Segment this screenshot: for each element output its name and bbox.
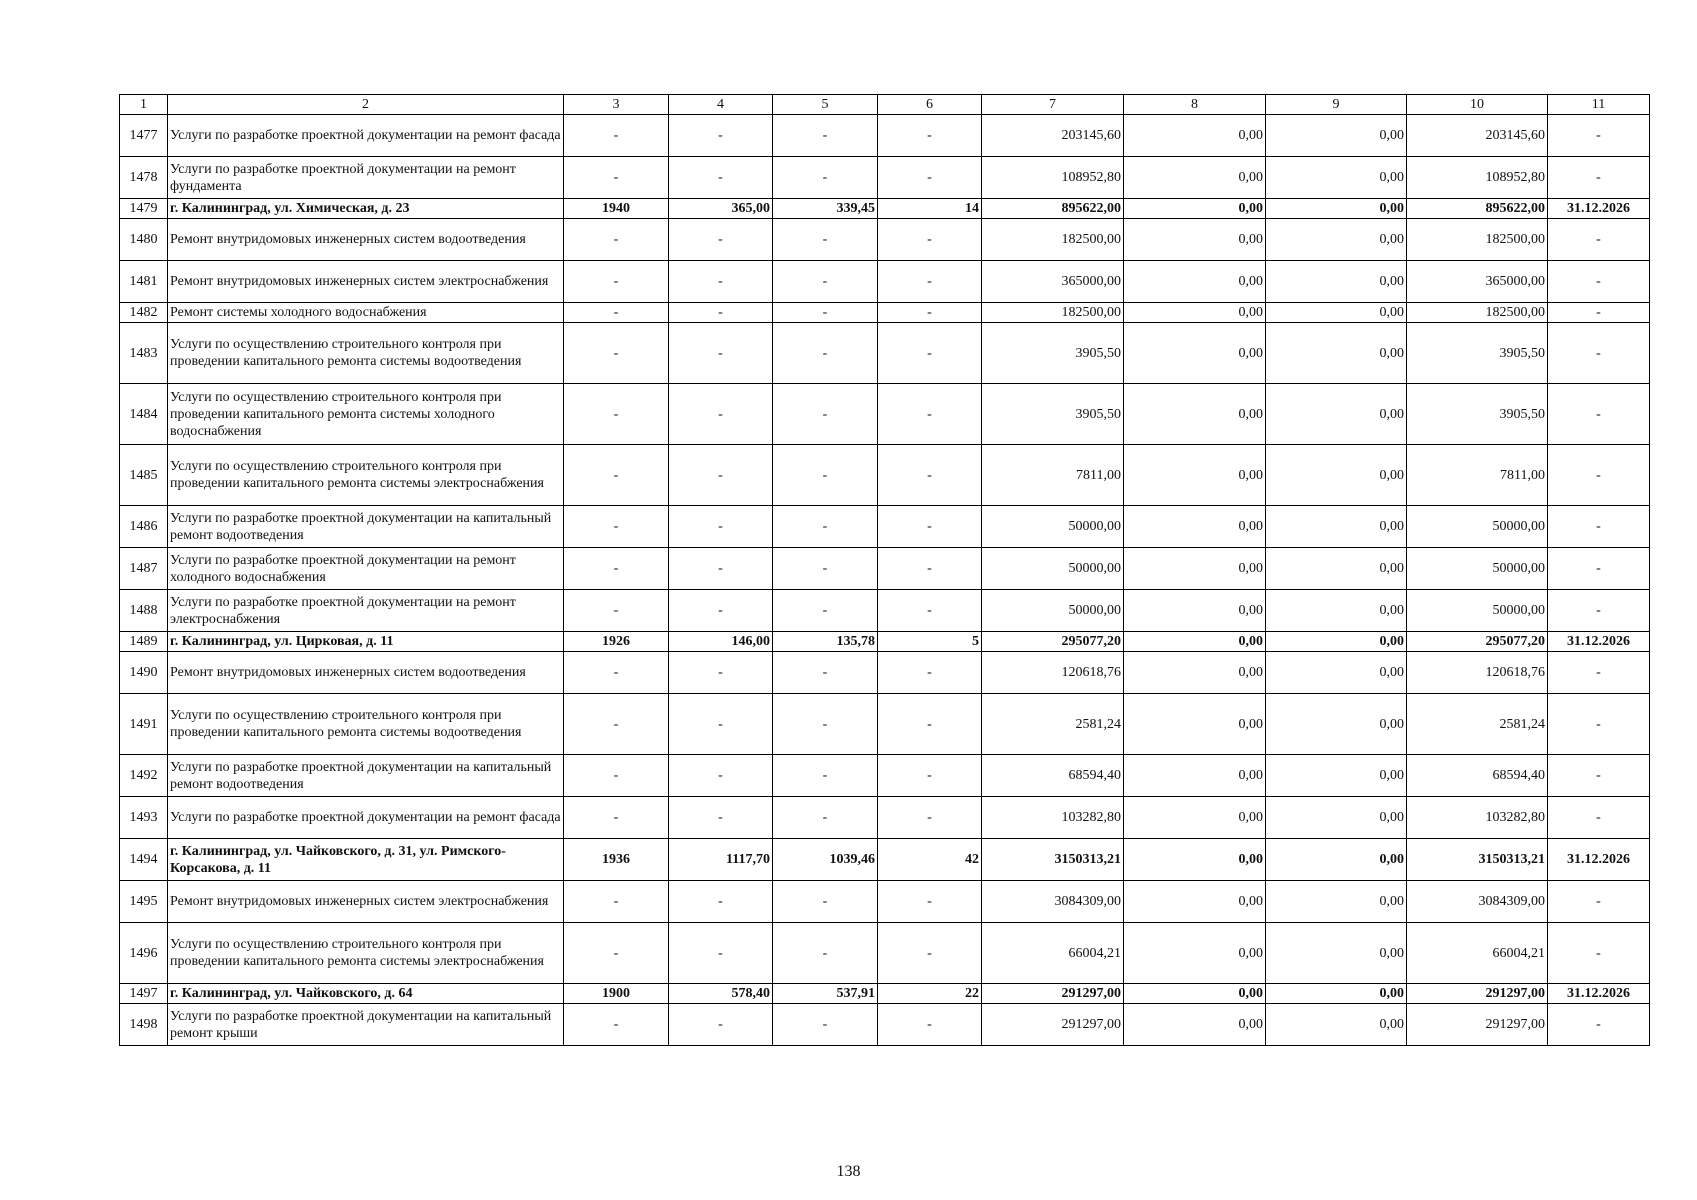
col5-cell: - [773,797,878,839]
col11-cell: - [1548,652,1650,694]
row-number: 1493 [120,797,168,839]
col6-cell: - [878,261,982,303]
col6-cell: - [878,694,982,755]
col4-cell: - [669,157,773,199]
row-number: 1498 [120,1004,168,1046]
col8-cell: 0,00 [1124,694,1266,755]
item-name: г. Калининград, ул. Чайковского, д. 31, ул. Римского-Корсакова, д. 11 [168,839,564,881]
col9-cell: 0,00 [1266,548,1407,590]
col4-cell: - [669,384,773,445]
work-row [120,261,1650,303]
col6-cell: - [878,1004,982,1046]
col9-cell: 0,00 [1266,797,1407,839]
col8-cell: 0,00 [1124,219,1266,261]
col3-cell: - [564,115,669,157]
col10-cell: 68594,40 [1407,755,1548,797]
col5-cell: - [773,157,878,199]
col9-cell: 0,00 [1266,323,1407,384]
work-row [120,219,1650,261]
col3-cell: 1926 [564,632,669,652]
col9-cell: 0,00 [1266,303,1407,323]
column-number: 3 [564,95,669,115]
col6-cell: - [878,590,982,632]
col3-cell: - [564,652,669,694]
column-number: 4 [669,95,773,115]
work-row [120,923,1650,984]
col10-cell: 50000,00 [1407,548,1548,590]
col9-cell: 0,00 [1266,839,1407,881]
col5-cell: - [773,115,878,157]
col9-cell: 0,00 [1266,632,1407,652]
col7-cell: 50000,00 [982,590,1124,632]
col8-cell: 0,00 [1124,384,1266,445]
col8-cell: 0,00 [1124,261,1266,303]
col3-cell: - [564,157,669,199]
col7-cell: 7811,00 [982,445,1124,506]
col6-cell: - [878,923,982,984]
col10-cell: 182500,00 [1407,303,1548,323]
col11-cell: - [1548,694,1650,755]
col8-cell: 0,00 [1124,445,1266,506]
row-number: 1484 [120,384,168,445]
col9-cell: 0,00 [1266,755,1407,797]
col5-cell: - [773,261,878,303]
col8-cell: 0,00 [1124,652,1266,694]
col3-cell: - [564,881,669,923]
col6-cell: - [878,652,982,694]
col6-cell: - [878,323,982,384]
col3-cell: - [564,923,669,984]
col6-cell: - [878,445,982,506]
col8-cell: 0,00 [1124,839,1266,881]
col10-cell: 66004,21 [1407,923,1548,984]
col4-cell: - [669,797,773,839]
col3-cell: - [564,1004,669,1046]
col10-cell: 120618,76 [1407,652,1548,694]
address-row [120,984,1650,1004]
col5-cell: - [773,881,878,923]
work-row [120,652,1650,694]
col3-cell: - [564,261,669,303]
work-row [120,303,1650,323]
col4-cell: - [669,303,773,323]
row-number: 1480 [120,219,168,261]
row-number: 1494 [120,839,168,881]
col7-cell: 68594,40 [982,755,1124,797]
row-number: 1487 [120,548,168,590]
col11-cell: 31.12.2026 [1548,632,1650,652]
address-row [120,839,1650,881]
col10-cell: 108952,80 [1407,157,1548,199]
col3-cell: 1900 [564,984,669,1004]
col3-cell: - [564,797,669,839]
col5-cell: 135,78 [773,632,878,652]
row-number: 1485 [120,445,168,506]
col5-cell: 537,91 [773,984,878,1004]
col6-cell: - [878,157,982,199]
col10-cell: 3150313,21 [1407,839,1548,881]
col8-cell: 0,00 [1124,548,1266,590]
col3-cell: - [564,506,669,548]
col5-cell: - [773,923,878,984]
col9-cell: 0,00 [1266,506,1407,548]
col4-cell: - [669,548,773,590]
work-row [120,115,1650,157]
col11-cell: - [1548,506,1650,548]
col11-cell: - [1548,1004,1650,1046]
col6-cell: - [878,548,982,590]
col4-cell: - [669,694,773,755]
item-name: Услуги по осуществлению строительного контроля при проведении капитального ремонта системы водоотведения [168,323,564,384]
col10-cell: 291297,00 [1407,1004,1548,1046]
col7-cell: 108952,80 [982,157,1124,199]
col6-cell: - [878,115,982,157]
col4-cell: - [669,261,773,303]
col5-cell: 339,45 [773,199,878,219]
col5-cell: - [773,652,878,694]
col5-cell: - [773,303,878,323]
col3-cell: 1940 [564,199,669,219]
column-number-row [120,95,1650,115]
col11-cell: - [1548,881,1650,923]
col11-cell: - [1548,323,1650,384]
col10-cell: 203145,60 [1407,115,1548,157]
col8-cell: 0,00 [1124,923,1266,984]
item-name: Услуги по осуществлению строительного контроля при проведении капитального ремонта системы холодного водоснабжения [168,384,564,445]
item-name: Услуги по осуществлению строительного контроля при проведении капитального ремонта системы водоотведения [168,694,564,755]
col7-cell: 50000,00 [982,506,1124,548]
col7-cell: 66004,21 [982,923,1124,984]
col6-cell: 22 [878,984,982,1004]
col11-cell: - [1548,157,1650,199]
col5-cell: - [773,1004,878,1046]
col11-cell: 31.12.2026 [1548,984,1650,1004]
col8-cell: 0,00 [1124,632,1266,652]
col4-cell: - [669,115,773,157]
col6-cell: - [878,303,982,323]
col11-cell: - [1548,755,1650,797]
col11-cell: - [1548,548,1650,590]
col8-cell: 0,00 [1124,303,1266,323]
row-number: 1481 [120,261,168,303]
col9-cell: 0,00 [1266,652,1407,694]
col8-cell: 0,00 [1124,590,1266,632]
col8-cell: 0,00 [1124,115,1266,157]
col5-cell: - [773,323,878,384]
item-name: Ремонт внутридомовых инженерных систем водоотведения [168,219,564,261]
col3-cell: - [564,219,669,261]
col4-cell: - [669,323,773,384]
column-number: 6 [878,95,982,115]
col7-cell: 3150313,21 [982,839,1124,881]
col8-cell: 0,00 [1124,323,1266,384]
col4-cell: 365,00 [669,199,773,219]
col4-cell: - [669,219,773,261]
column-number: 10 [1407,95,1548,115]
work-row [120,323,1650,384]
work-row [120,506,1650,548]
col11-cell: - [1548,261,1650,303]
column-number: 11 [1548,95,1650,115]
col4-cell: 146,00 [669,632,773,652]
row-number: 1477 [120,115,168,157]
col3-cell: - [564,303,669,323]
col8-cell: 0,00 [1124,157,1266,199]
item-name: Услуги по разработке проектной документации на капитальный ремонт водоотведения [168,755,564,797]
work-row [120,881,1650,923]
work-row [120,755,1650,797]
item-name: Услуги по разработке проектной документации на капитальный ремонт крыши [168,1004,564,1046]
col11-cell: - [1548,115,1650,157]
col4-cell: - [669,1004,773,1046]
row-number: 1491 [120,694,168,755]
col11-cell: - [1548,590,1650,632]
col10-cell: 365000,00 [1407,261,1548,303]
col7-cell: 295077,20 [982,632,1124,652]
col6-cell: - [878,755,982,797]
col3-cell: - [564,384,669,445]
col4-cell: - [669,755,773,797]
col11-cell: - [1548,923,1650,984]
item-name: Услуги по разработке проектной документации на ремонт фундамента [168,157,564,199]
col10-cell: 2581,24 [1407,694,1548,755]
col10-cell: 182500,00 [1407,219,1548,261]
row-number: 1479 [120,199,168,219]
item-name: Ремонт внутридомовых инженерных систем электроснабжения [168,881,564,923]
row-number: 1488 [120,590,168,632]
col7-cell: 203145,60 [982,115,1124,157]
col7-cell: 895622,00 [982,199,1124,219]
item-name: Услуги по осуществлению строительного контроля при проведении капитального ремонта системы электроснабжения [168,445,564,506]
table-body [120,95,1650,1046]
col10-cell: 3905,50 [1407,384,1548,445]
col3-cell: - [564,445,669,506]
item-name: г. Калининград, ул. Цирковая, д. 11 [168,632,564,652]
col9-cell: 0,00 [1266,115,1407,157]
col8-cell: 0,00 [1124,755,1266,797]
row-number: 1492 [120,755,168,797]
address-row [120,199,1650,219]
col9-cell: 0,00 [1266,445,1407,506]
work-row [120,1004,1650,1046]
col5-cell: - [773,219,878,261]
col9-cell: 0,00 [1266,984,1407,1004]
col3-cell: - [564,548,669,590]
col8-cell: 0,00 [1124,506,1266,548]
work-row [120,797,1650,839]
col6-cell: - [878,219,982,261]
item-name: Услуги по разработке проектной документации на ремонт холодного водоснабжения [168,548,564,590]
col10-cell: 7811,00 [1407,445,1548,506]
col6-cell: 42 [878,839,982,881]
col4-cell: - [669,881,773,923]
col7-cell: 365000,00 [982,261,1124,303]
col4-cell: - [669,445,773,506]
col8-cell: 0,00 [1124,199,1266,219]
item-name: Услуги по разработке проектной документации на ремонт электроснабжения [168,590,564,632]
column-number: 9 [1266,95,1407,115]
col9-cell: 0,00 [1266,923,1407,984]
item-name: г. Калининград, ул. Чайковского, д. 64 [168,984,564,1004]
col9-cell: 0,00 [1266,157,1407,199]
col4-cell: - [669,923,773,984]
item-name: Услуги по разработке проектной документации на ремонт фасада [168,797,564,839]
col10-cell: 291297,00 [1407,984,1548,1004]
column-number: 7 [982,95,1124,115]
col10-cell: 295077,20 [1407,632,1548,652]
col5-cell: - [773,548,878,590]
col4-cell: 1117,70 [669,839,773,881]
work-row [120,445,1650,506]
col5-cell: - [773,755,878,797]
col7-cell: 182500,00 [982,219,1124,261]
row-number: 1490 [120,652,168,694]
work-row [120,384,1650,445]
col11-cell: 31.12.2026 [1548,199,1650,219]
item-name: Услуги по осуществлению строительного контроля при проведении капитального ремонта системы электроснабжения [168,923,564,984]
col11-cell: - [1548,445,1650,506]
page-number: 138 [836,1163,861,1180]
col11-cell: - [1548,303,1650,323]
row-number: 1489 [120,632,168,652]
col7-cell: 120618,76 [982,652,1124,694]
item-name: г. Калининград, ул. Химическая, д. 23 [168,199,564,219]
col10-cell: 50000,00 [1407,506,1548,548]
col11-cell: 31.12.2026 [1548,839,1650,881]
col3-cell: - [564,590,669,632]
col4-cell: - [669,652,773,694]
col8-cell: 0,00 [1124,881,1266,923]
item-name: Ремонт внутридомовых инженерных систем электроснабжения [168,261,564,303]
col11-cell: - [1548,797,1650,839]
row-number: 1496 [120,923,168,984]
col8-cell: 0,00 [1124,1004,1266,1046]
item-name: Услуги по разработке проектной документации на ремонт фасада [168,115,564,157]
column-number: 5 [773,95,878,115]
col6-cell: - [878,506,982,548]
col8-cell: 0,00 [1124,797,1266,839]
repair-program-table [119,94,1650,1046]
work-row [120,157,1650,199]
col9-cell: 0,00 [1266,261,1407,303]
col6-cell: - [878,797,982,839]
col11-cell: - [1548,219,1650,261]
col6-cell: 5 [878,632,982,652]
col10-cell: 103282,80 [1407,797,1548,839]
col7-cell: 2581,24 [982,694,1124,755]
col10-cell: 895622,00 [1407,199,1548,219]
col9-cell: 0,00 [1266,590,1407,632]
col5-cell: - [773,506,878,548]
item-name: Ремонт системы холодного водоснабжения [168,303,564,323]
column-number: 8 [1124,95,1266,115]
col7-cell: 291297,00 [982,1004,1124,1046]
item-name: Ремонт внутридомовых инженерных систем водоотведения [168,652,564,694]
col3-cell: - [564,323,669,384]
col9-cell: 0,00 [1266,219,1407,261]
col4-cell: - [669,506,773,548]
col9-cell: 0,00 [1266,384,1407,445]
col10-cell: 3084309,00 [1407,881,1548,923]
col5-cell: 1039,46 [773,839,878,881]
col7-cell: 103282,80 [982,797,1124,839]
col7-cell: 182500,00 [982,303,1124,323]
col10-cell: 50000,00 [1407,590,1548,632]
document-sheet [119,94,1649,1046]
col8-cell: 0,00 [1124,984,1266,1004]
col3-cell: - [564,755,669,797]
col7-cell: 3084309,00 [982,881,1124,923]
work-row [120,590,1650,632]
col10-cell: 3905,50 [1407,323,1548,384]
col9-cell: 0,00 [1266,694,1407,755]
row-number: 1497 [120,984,168,1004]
col7-cell: 50000,00 [982,548,1124,590]
row-number: 1478 [120,157,168,199]
work-row [120,548,1650,590]
item-name: Услуги по разработке проектной документации на капитальный ремонт водоотведения [168,506,564,548]
col7-cell: 3905,50 [982,384,1124,445]
col5-cell: - [773,445,878,506]
col7-cell: 3905,50 [982,323,1124,384]
column-number: 2 [168,95,564,115]
col5-cell: - [773,694,878,755]
col4-cell: 578,40 [669,984,773,1004]
address-row [120,632,1650,652]
row-number: 1482 [120,303,168,323]
col3-cell: 1936 [564,839,669,881]
row-number: 1483 [120,323,168,384]
col6-cell: - [878,384,982,445]
col9-cell: 0,00 [1266,1004,1407,1046]
col5-cell: - [773,384,878,445]
col9-cell: 0,00 [1266,199,1407,219]
col5-cell: - [773,590,878,632]
column-number: 1 [120,95,168,115]
col11-cell: - [1548,384,1650,445]
col6-cell: 14 [878,199,982,219]
col7-cell: 291297,00 [982,984,1124,1004]
col3-cell: - [564,694,669,755]
col9-cell: 0,00 [1266,881,1407,923]
work-row [120,694,1650,755]
row-number: 1486 [120,506,168,548]
col4-cell: - [669,590,773,632]
row-number: 1495 [120,881,168,923]
col6-cell: - [878,881,982,923]
